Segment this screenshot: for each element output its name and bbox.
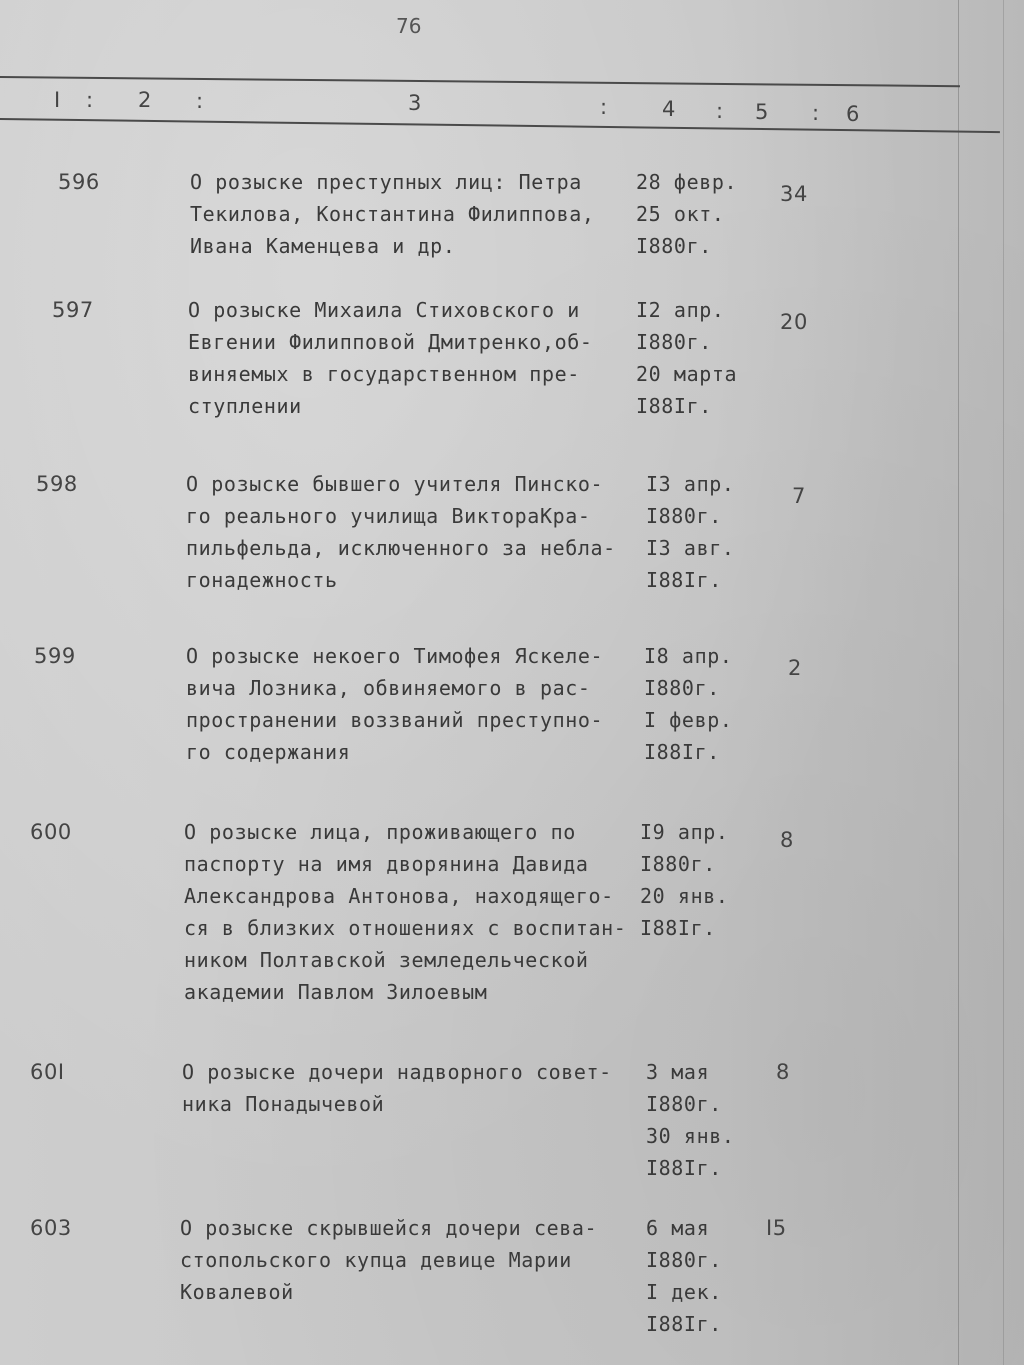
entry-description (188, 294, 638, 422)
entry-dates (646, 1056, 776, 1184)
date-line: I8 апр. (644, 644, 733, 668)
date-line: 28 февр. (636, 170, 738, 194)
description-line: виняемых в государственном пре- (188, 362, 580, 386)
column-header-3: 3 (408, 91, 422, 115)
column-header-6: 6 (846, 102, 860, 126)
description-line: Евгении Филипповой Дмитренко,об- (188, 330, 593, 354)
date-line: I3 апр. (646, 472, 735, 496)
date-line: 30 янв. (646, 1124, 735, 1148)
description-line: стопольского купца девице Марии (180, 1248, 572, 1272)
date-line: I88Iг. (636, 394, 712, 418)
entry-description (190, 166, 640, 262)
date-line: I880г. (636, 234, 712, 258)
entry-dates (636, 294, 766, 422)
description-line: гонадежность (186, 568, 338, 592)
column-header-2: 2 (138, 88, 152, 112)
date-line: I880г. (636, 330, 712, 354)
entry-sheet-count: 2 (788, 656, 802, 680)
entry-description (186, 468, 636, 596)
description-line: паспорту на имя дворянина Давида (184, 852, 589, 876)
description-line: О розыске бывшего учителя Пинско- (186, 472, 604, 496)
date-line: I880г. (644, 676, 720, 700)
entry-dates (636, 166, 766, 262)
entry-dates (640, 816, 770, 944)
page-edge (1003, 0, 1004, 1365)
description-line: ступлении (188, 394, 302, 418)
column-separator: : (812, 101, 820, 125)
entry-number: 596 (58, 170, 100, 194)
date-line: I88Iг. (644, 740, 720, 764)
entry-description (184, 816, 634, 1008)
description-line: Александрова Антонова, находящего- (184, 884, 614, 908)
date-line: I февр. (644, 708, 733, 732)
entry-number: 599 (34, 644, 76, 668)
date-line: I88Iг. (646, 568, 722, 592)
date-line: I дек. (646, 1280, 722, 1304)
date-line: I880г. (646, 1092, 722, 1116)
entry-description (186, 640, 636, 768)
description-line: О розыске скрывшейся дочери сева- (180, 1216, 598, 1240)
date-line: I880г. (640, 852, 716, 876)
entry-description (180, 1212, 630, 1308)
entry-dates (646, 468, 776, 596)
entry-number: 600 (30, 820, 72, 844)
column-header-1: I (54, 88, 61, 112)
description-line: академии Павлом Зилоевым (184, 980, 488, 1004)
description-line: О розыске лица, проживающего по (184, 820, 576, 844)
column-separator: : (600, 95, 608, 119)
date-line: I88Iг. (646, 1312, 722, 1336)
date-line: I88Iг. (646, 1156, 722, 1180)
description-line: О розыске некоего Тимофея Яскеле- (186, 644, 604, 668)
description-line: Ковалевой (180, 1280, 294, 1304)
entry-description (182, 1056, 632, 1120)
page-number: 76 (396, 14, 422, 38)
date-line: I880г. (646, 504, 722, 528)
column-header-4: 4 (662, 97, 676, 121)
date-line: I9 апр. (640, 820, 729, 844)
entry-number: 597 (52, 298, 94, 322)
description-line: ника Понадычевой (182, 1092, 385, 1116)
column-header-5: 5 (755, 100, 769, 124)
description-line: ся в близких отношениях с воспитан- (184, 916, 627, 940)
description-line: Текилова, Константина Филиппова, (190, 202, 595, 226)
description-line: О розыске дочери надворного совет- (182, 1060, 612, 1084)
column-separator: : (86, 88, 94, 112)
date-line: I2 апр. (636, 298, 725, 322)
page-edge (958, 0, 959, 1365)
entry-sheet-count: 34 (780, 182, 808, 206)
entry-dates (644, 640, 774, 768)
entry-dates (646, 1212, 776, 1340)
entry-sheet-count: I5 (766, 1216, 787, 1240)
entry-sheet-count: 7 (792, 484, 806, 508)
date-line: 3 мая (646, 1060, 710, 1084)
description-line: го содержания (186, 740, 351, 764)
description-line: го реального училища ВиктораКра- (186, 504, 591, 528)
date-line: 20 марта (636, 362, 738, 386)
date-line: 25 окт. (636, 202, 725, 226)
entry-sheet-count: 20 (780, 310, 808, 334)
entry-sheet-count: 8 (776, 1060, 790, 1084)
date-line: 20 янв. (640, 884, 729, 908)
entry-number: 598 (36, 472, 78, 496)
date-line: I3 авг. (646, 536, 735, 560)
description-line: пильфельда, исключенного за небла- (186, 536, 616, 560)
entry-number: 603 (30, 1216, 72, 1240)
date-line: I880г. (646, 1248, 722, 1272)
column-separator: : (716, 99, 724, 123)
description-line: Ивана Каменцева и др. (190, 234, 456, 258)
description-line: пространении воззваний преступно- (186, 708, 604, 732)
description-line: вича Лозника, обвиняемого в рас- (186, 676, 591, 700)
description-line: О розыске преступных лиц: Петра (190, 170, 582, 194)
entry-sheet-count: 8 (780, 828, 794, 852)
description-line: ником Полтавской земледельческой (184, 948, 589, 972)
header-top-rule (0, 76, 960, 87)
entry-number: 60I (30, 1060, 65, 1084)
date-line: I88Iг. (640, 916, 716, 940)
description-line: О розыске Михаила Стиховского и (188, 298, 580, 322)
date-line: 6 мая (646, 1216, 710, 1240)
column-separator: : (196, 89, 204, 113)
